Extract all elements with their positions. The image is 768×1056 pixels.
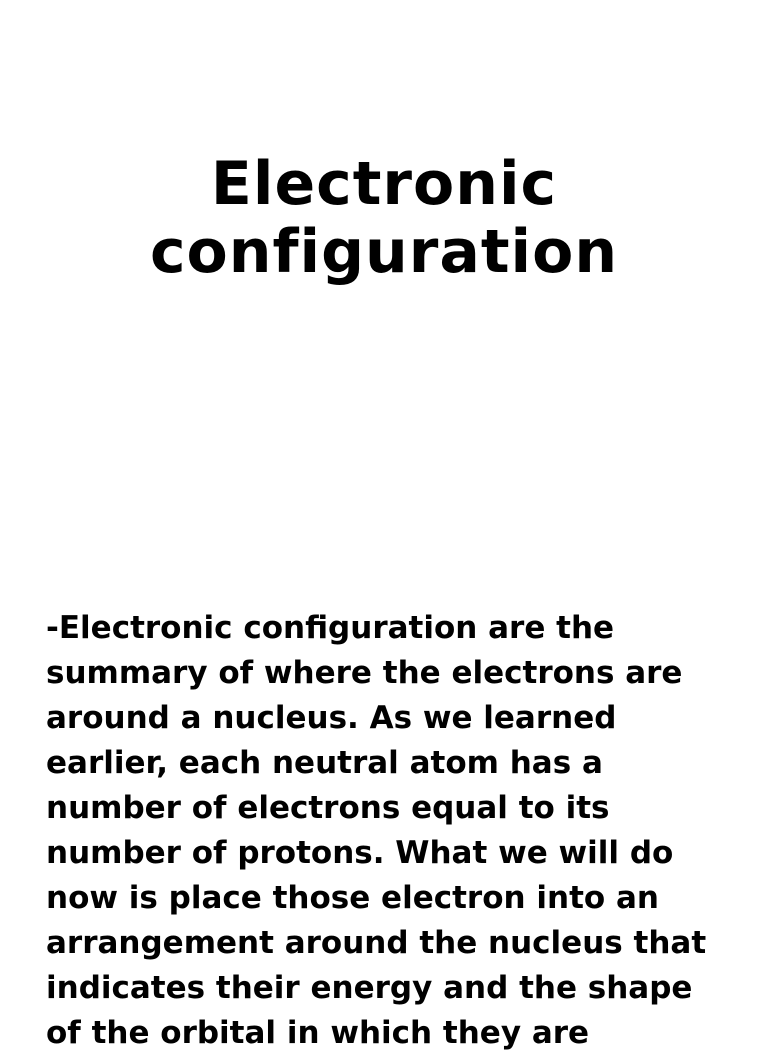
body-line: earlier, each neutral atom has a	[46, 745, 603, 781]
body-line: -Electronic configuration are the	[46, 610, 615, 646]
body-line: number of protons. What we will do	[46, 835, 674, 871]
body-line: indicates their energy and the shape	[46, 970, 693, 1006]
slide-title	[0, 150, 768, 286]
body-line: arrangement around the nucleus that	[46, 925, 707, 961]
body-line: around a nucleus. As we learned	[46, 700, 617, 736]
body-paragraph	[46, 606, 746, 1056]
title-line: configuration	[149, 217, 619, 287]
body-line: of the orbital in which they are	[46, 1015, 590, 1051]
body-line: number of electrons equal to its	[46, 790, 610, 826]
body-line: now is place those electron into an	[46, 880, 659, 916]
title-line: Electronic	[210, 149, 558, 219]
body-line: summary of where the electrons are	[46, 655, 683, 691]
